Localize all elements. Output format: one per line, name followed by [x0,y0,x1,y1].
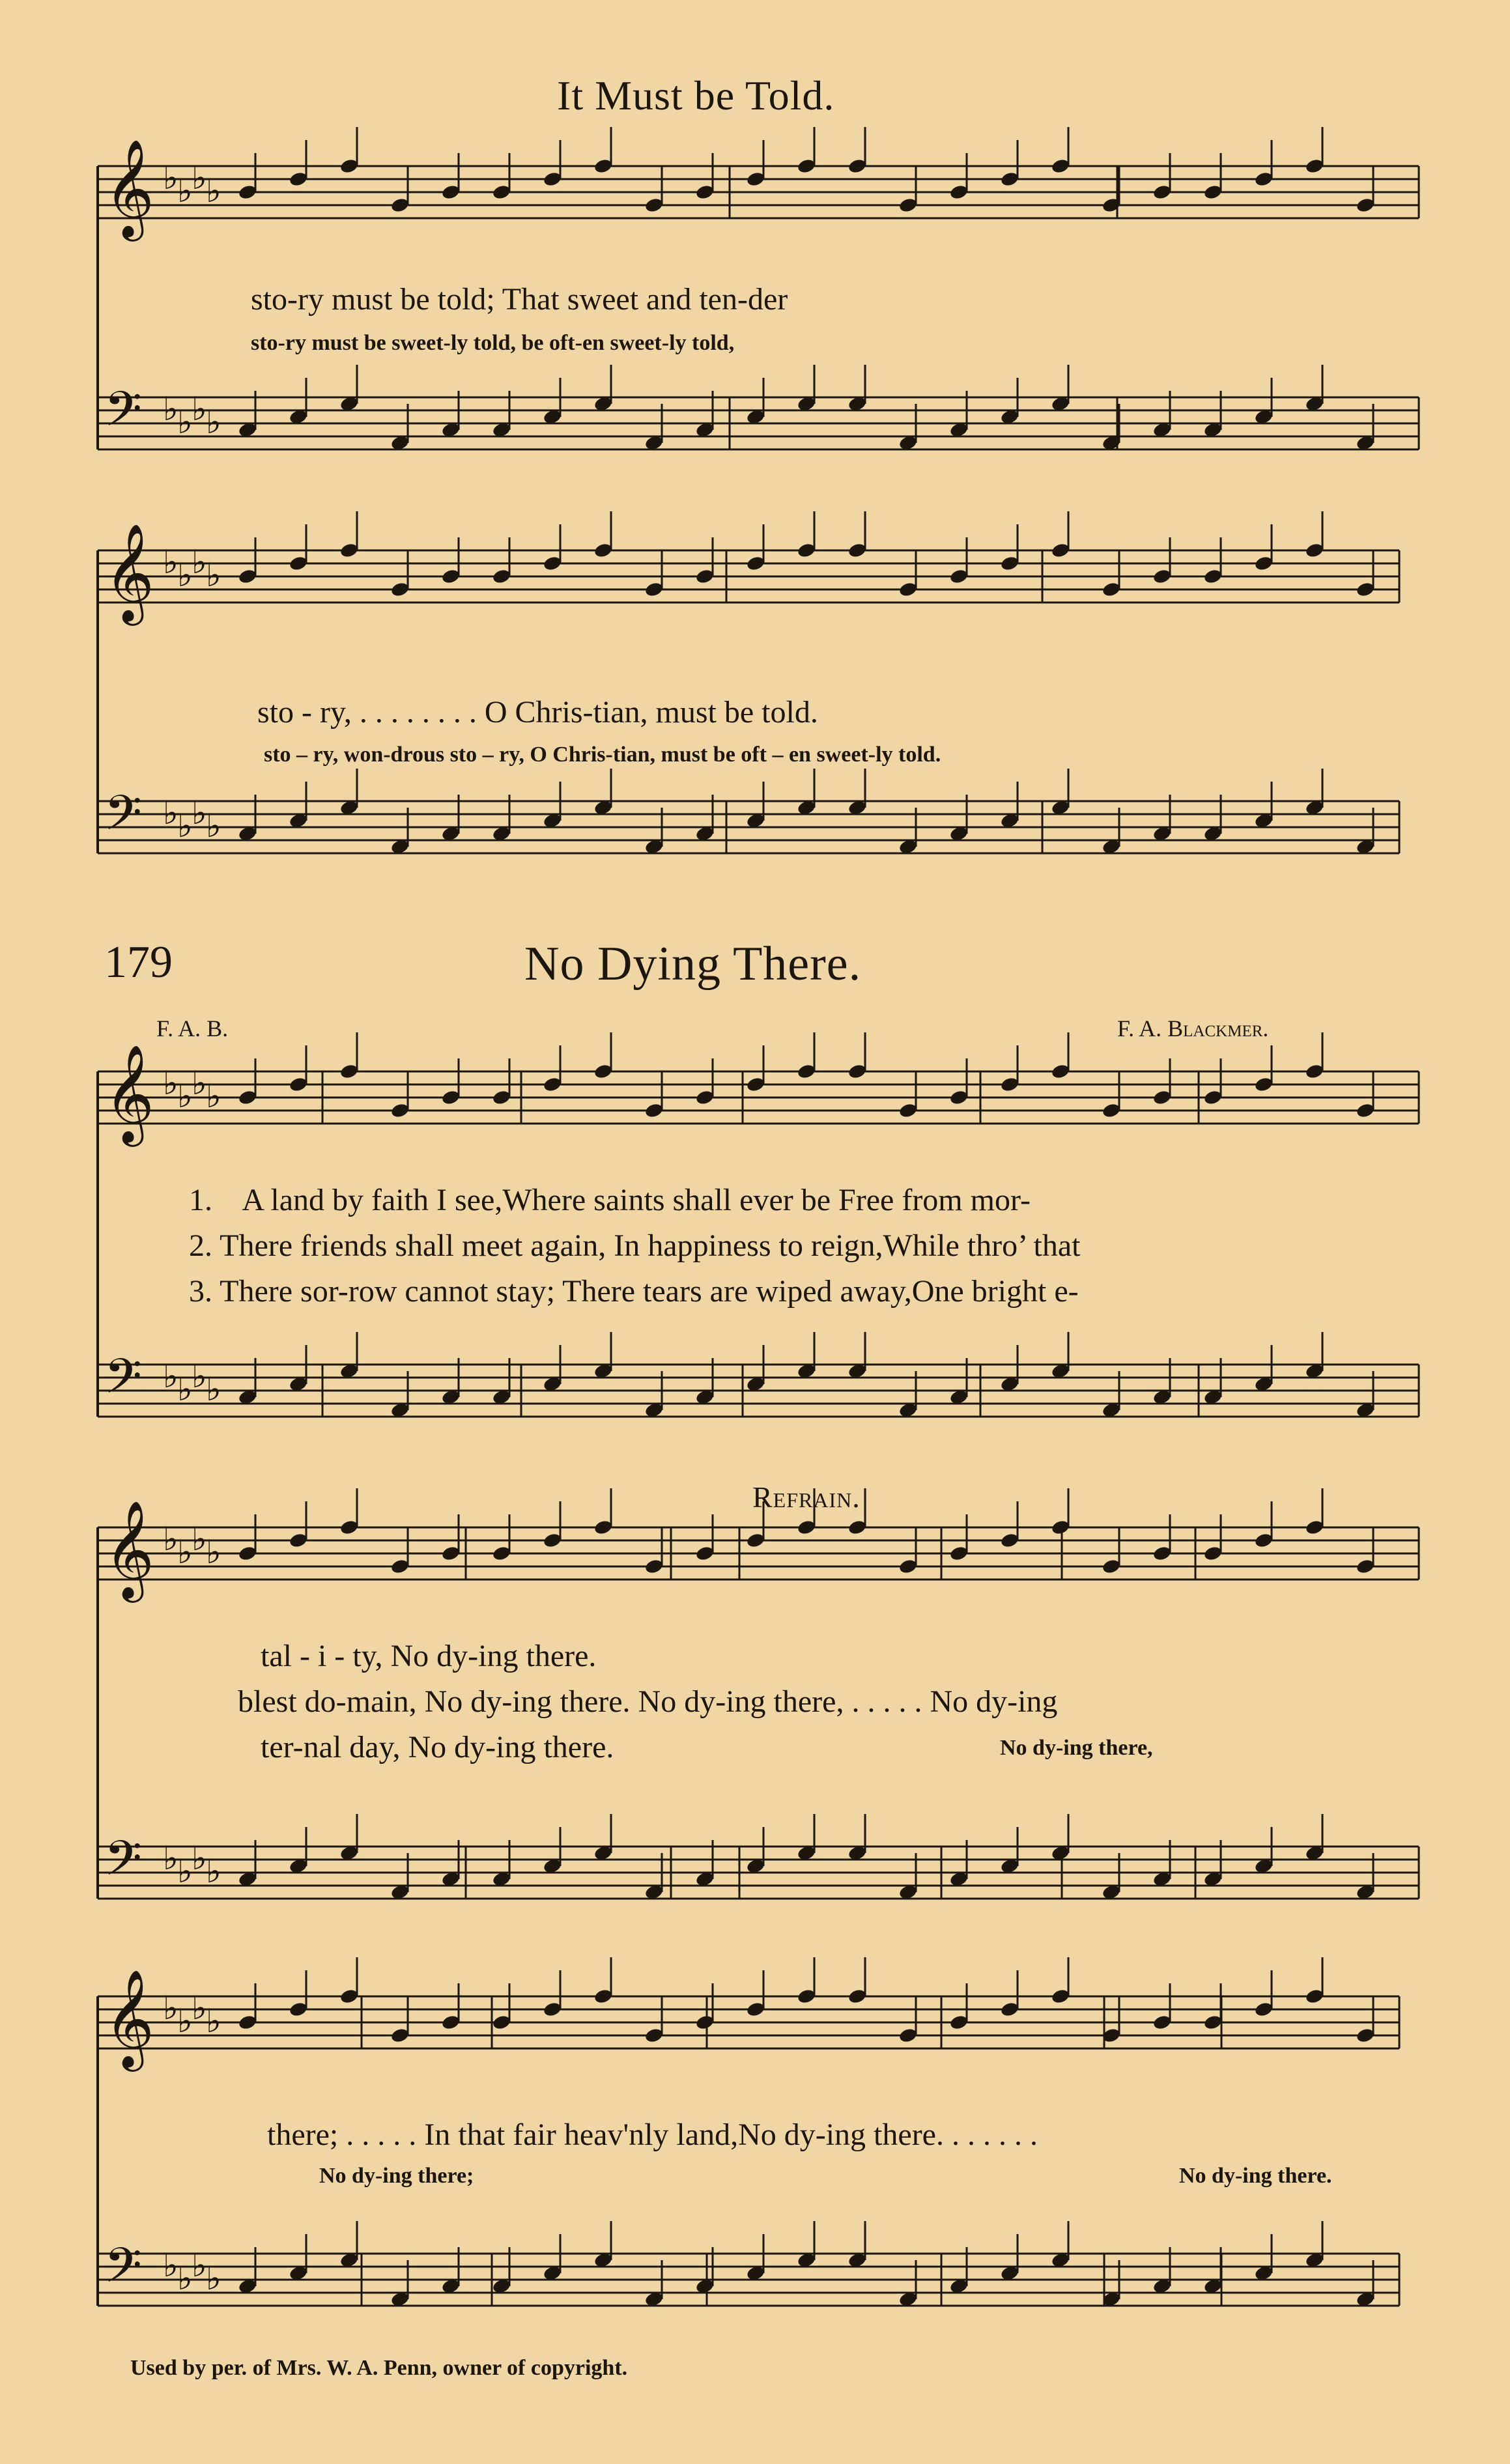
svg-text:♭: ♭ [177,807,193,845]
hymn-title: No Dying There. [524,937,862,991]
verse-text: A land by faith I see,Where saints shall ever be Free from mor- [242,1183,1031,1217]
verse-text: There sor-row cannot stay; There tears are wiped away,One bright e- [220,1274,1079,1309]
svg-text:𝄞: 𝄞 [104,1968,154,2067]
song-title-top: It Must be Told. [557,72,835,119]
lyric-alt-top-system1: sto-ry must be sweet-ly told, be oft-en sweet-ly told, [251,331,735,355]
svg-text:♭: ♭ [177,556,193,594]
svg-text:♭: ♭ [192,1989,207,2027]
svg-text:♭: ♭ [177,1852,193,1890]
svg-text:𝄢: 𝄢 [104,2237,142,2306]
lyric-line-hymn-s3: there; . . . . . In that fair heav'nly land,No dy-ing there. . . . . . . [267,2117,1038,2152]
verse-number: 2. [189,1228,212,1263]
copyright-footnote: Used by per. of Mrs. W. A. Penn, owner of copyright. [130,2356,628,2380]
svg-text:♭: ♭ [192,1064,207,1102]
svg-text:♭: ♭ [206,807,221,845]
svg-text:♭: ♭ [163,1989,178,2027]
svg-text:♭: ♭ [192,2246,207,2284]
words-credit: F. A. B. [156,1015,229,1041]
lyric-line-top-system2: sto - ry, . . . . . . . . O Chris-tian, must be told. [257,695,818,729]
svg-text:♭: ♭ [177,1533,193,1571]
svg-text:𝄞: 𝄞 [104,522,154,621]
lyric-alt-hymn-s3-left: No dy-ing there; [319,2164,474,2188]
svg-text:♭: ♭ [163,1064,178,1102]
svg-text:𝄞: 𝄞 [104,138,154,237]
svg-text:♭: ♭ [206,556,221,594]
verse-number: 3. [189,1274,212,1309]
svg-text:𝄢: 𝄢 [104,785,142,853]
svg-text:♭: ♭ [192,543,207,581]
verse-text: There friends shall meet again, In happiness to reign,While thro’ that [220,1228,1081,1263]
svg-text:♭: ♭ [163,390,178,428]
svg-text:♭: ♭ [206,403,221,441]
svg-text:♭: ♭ [206,172,221,210]
svg-text:♭: ♭ [192,1520,207,1558]
svg-text:♭: ♭ [177,1077,193,1115]
svg-text:𝄢: 𝄢 [104,381,142,449]
lyric-alt-hymn-s2: No dy-ing there, [1000,1736,1153,1760]
svg-text:♭: ♭ [163,1839,178,1877]
svg-text:♭: ♭ [206,1370,221,1408]
verse-1 [189,1182,1031,1218]
lyric-line-hymn-s2-3: ter-nal day, No dy-ing there. [261,1730,614,1764]
svg-text:♭: ♭ [177,1370,193,1408]
svg-text:♭: ♭ [163,1357,178,1395]
refrain-label: Refrain. [752,1480,861,1514]
svg-text:𝄞: 𝄞 [104,1499,154,1598]
svg-text:𝄢: 𝄢 [104,1348,142,1417]
svg-text:♭: ♭ [192,794,207,832]
svg-text:♭: ♭ [192,1357,207,1395]
svg-text:𝄢: 𝄢 [104,1830,142,1899]
svg-text:♭: ♭ [163,543,178,581]
svg-text:♭: ♭ [177,172,193,210]
lyric-line-top-system1: sto-ry must be told; That sweet and ten-der [251,282,788,317]
verse-2 [189,1228,1080,1264]
hymn-number: 179 [104,937,173,987]
svg-text:♭: ♭ [163,1520,178,1558]
lyric-line-hymn-s2-1: tal - i - ty, No dy-ing there. [261,1639,597,1673]
music-credit: F. A. Blackmer. [1117,1015,1269,1041]
lyric-alt-top-system2: sto – ry, won-drous sto – ry, O Chris-tian, must be oft – en sweet-ly told. [264,743,941,767]
svg-text:♭: ♭ [163,2246,178,2284]
svg-text:𝄞: 𝄞 [104,1043,154,1142]
svg-text:♭: ♭ [177,2002,193,2040]
verse-number: 1. [189,1183,212,1217]
svg-text:♭: ♭ [163,159,178,197]
svg-text:♭: ♭ [163,794,178,832]
svg-text:♭: ♭ [192,159,207,197]
svg-text:♭: ♭ [206,1533,221,1571]
svg-text:♭: ♭ [177,403,193,441]
lyric-alt-hymn-s3-right: No dy-ing there. [1179,2164,1332,2188]
svg-text:♭: ♭ [206,1852,221,1890]
svg-text:♭: ♭ [192,390,207,428]
svg-text:♭: ♭ [192,1839,207,1877]
svg-text:♭: ♭ [206,2259,221,2297]
lyric-line-hymn-s2-2: blest do-main, No dy-ing there. No dy-ing there, . . . . . No dy-ing [238,1684,1058,1719]
svg-text:♭: ♭ [177,2259,193,2297]
svg-text:♭: ♭ [206,1077,221,1115]
svg-text:♭: ♭ [206,2002,221,2040]
verse-3 [189,1273,1079,1309]
